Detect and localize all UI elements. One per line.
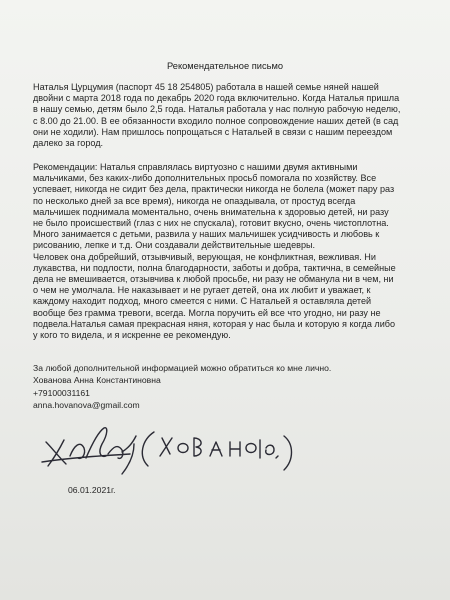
text-line: Много занимается с детьми, развила у наших мальчишек усидчивость и любовь к <box>33 229 380 240</box>
text-line: они не ходили). Нам пришлось попрощаться с Натальей в связи с нашим переездом <box>33 126 393 137</box>
contact-email: anna.hovanova@gmail.com <box>33 399 140 410</box>
text-line: мальчиками, без каких-либо дополнительных просьб помогала по хозяйству. Все <box>33 173 377 184</box>
text-line: каждому находит подход, много смеется с ними. С Натальей я оставляла детей <box>33 296 372 307</box>
text-line: рисованию, лепке и т.д. Они создавали действительные шедевры. <box>33 240 316 251</box>
text-line: дела не вмешивается, отзывчива к любой просьбе, ни разу не обманула ни в чем, ни <box>33 274 394 285</box>
text-line: Человек она добрейший, отзывчивый, верующая, не конфликтная, вежливая. Ни <box>33 251 376 262</box>
text-line: у кого то видела, и я искренне ее рекомендую. <box>33 330 231 341</box>
text-line: не было происшествий (глаз с них не спускала), готовит вкусно, очень чистоплотна. <box>33 218 389 229</box>
text-line: в нашу семью, детям было 2,5 года. Наталья работала у нас полную рабочую неделю, <box>33 104 401 115</box>
text-line: мальчишек поднимала моментально, очень внимательна к здоровью детей, ни разу <box>33 206 389 217</box>
intro-paragraph <box>33 82 428 149</box>
text-line: подвела.Наталья самая прекрасная няня, которая у нас была и которую я когда либо <box>33 318 396 329</box>
text-line: вообще без грамма тревоги, всегда. Могла поручить ей все что угодно, ни разу не <box>33 307 381 318</box>
text-line: лукавства, ни подлости, полна благодарности, заботы и добра, тактична, в семейные <box>33 262 396 273</box>
contact-name: Хованова Анна Константиновна <box>33 375 161 386</box>
contact-phone: +79100031161 <box>33 387 90 398</box>
text-line: с 8.00 до 21.00. В ее обязанности входило полное сопровождение наших детей (в сад <box>33 115 399 126</box>
text-line: по несколько дней за все время), никогда не опаздывала, от простуд всегда <box>33 195 356 206</box>
text-line: успевает, никогда не сидит без дела, практически никогда не болела (может пару раз <box>33 184 395 195</box>
handwritten-signature <box>38 418 298 480</box>
letter-date: 06.01.2021г. <box>68 485 116 495</box>
contact-note: За любой дополнительной информацией можно обратиться ко мне лично. <box>33 363 332 373</box>
recommendation-paragraph <box>33 162 428 341</box>
text-line: Наталья Цурцумия (паспорт 45 18 254805) работала в нашей семье няней нашей <box>33 82 379 92</box>
text-line: двойни с марта 2018 года по декабрь 2020 года включительно. Когда Наталья пришла <box>33 93 400 104</box>
letter-title: Рекомендательное письмо <box>166 61 283 71</box>
text-line: о чем не умолчала. Не наказывает и не ругает детей, она их любит и уважает, к <box>33 285 371 296</box>
contact-block <box>33 362 413 411</box>
text-line: Рекомендации: Наталья справлялась виртуозно с нашими двумя активными <box>33 162 358 172</box>
text-line: далеко за город. <box>33 138 104 149</box>
